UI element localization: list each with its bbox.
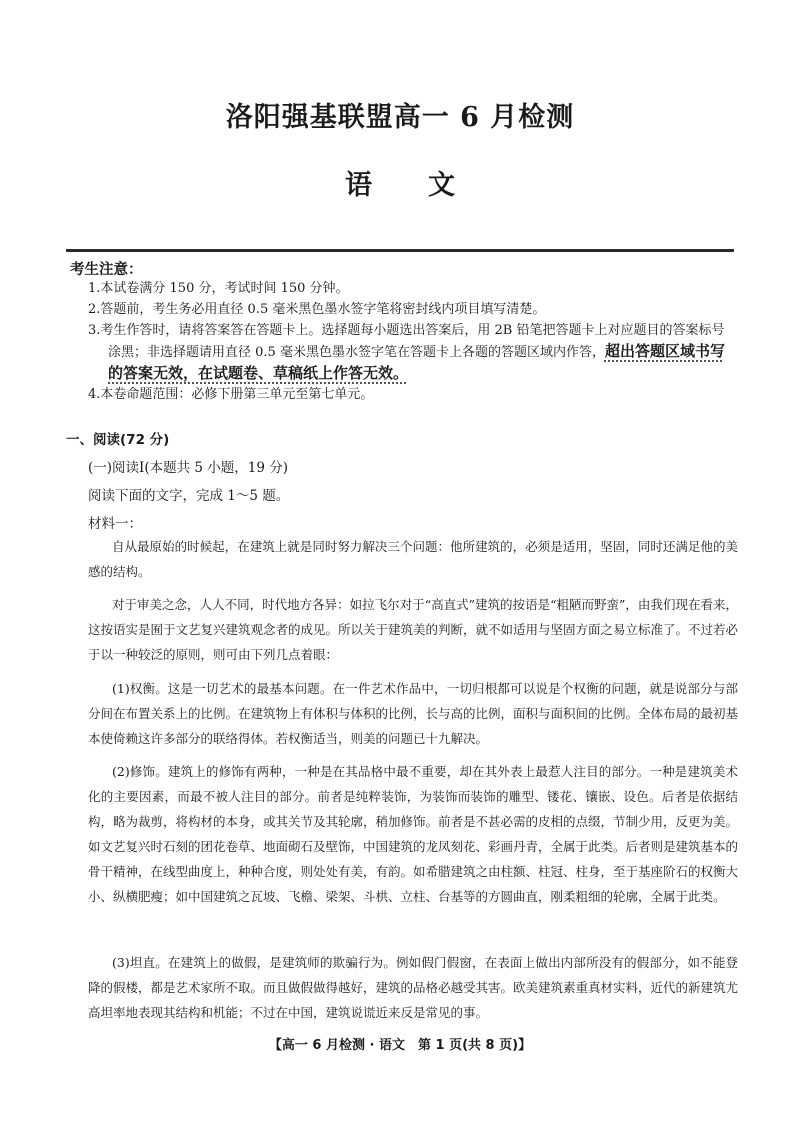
- notice-item-3: [88, 321, 738, 385]
- section-sub-heading: (一)阅读Ⅰ(本题共 5 小题，19 分): [88, 460, 289, 476]
- paragraph-3-text: (1)权衡。这是一切艺术的最基本问题。在一件艺术作品中，一切归根都可以说是个权衡的问题，就是说部分与部分间在布置关系上的比例。在建筑物上有体积与体积的比例，长与高的比例，面积与面积间的比例。全体布局的最初基本使倚赖这许多部分的联络得体。若权衡适当，则美的问题已十九解决。: [88, 681, 739, 746]
- notice-item-3-emphasis-b: 的答案无效，在试题卷、草稿纸上作答无效。: [108, 364, 409, 382]
- paragraph-3: [88, 676, 738, 751]
- header-divider: [66, 249, 734, 252]
- notice-item-4: 4.本卷命题范围：必修下册第三单元至第七单元。: [88, 387, 374, 402]
- section-part-heading: 一、阅读(72 分): [66, 432, 170, 448]
- notice-item-3-line-1: 3.考生作答时，请将答案答在答题卡上。选择题每小题选出答案后，用 2B 铅笔把答题卡上对应题目的答案标号: [88, 323, 725, 338]
- material-label: 材料一：: [88, 516, 142, 532]
- notice-item-3-line-2-text: 涂黑；非选择题请用直径 0.5 毫米黑色墨水签字笔在答题卡上各题的答题区域内作答，: [108, 345, 605, 360]
- notice-heading: 考生注意：: [70, 262, 143, 278]
- paragraph-2-text: 对于审美之念，人人不同，时代地方各异：如拉飞尔对于“高直式”建筑的按语是“粗陋而野蛮”，由我们现在看来，这按语实是囿于文艺复兴建筑观念者的成见。所以关于建筑美的判断，就不如适用与坚固方面之易立标准了。不过若必于以一种较泛的原则，则可由下列几点着眼：: [88, 597, 739, 662]
- section-instruction: 阅读下面的文字，完成 1～5 题。: [88, 488, 290, 504]
- notice-item-2: 2.答题前，考生务必用直径 0.5 毫米黑色墨水签字笔将密封线内项目填写清楚。: [88, 302, 546, 317]
- notice-item-3-line-2: [88, 341, 738, 363]
- paragraph-2: [88, 592, 738, 667]
- subject-char-1: 语: [345, 170, 372, 201]
- paragraph-5: [88, 950, 738, 1025]
- notice-item-3-line-3: [88, 363, 738, 385]
- subject-char-2: 文: [428, 170, 455, 201]
- paragraph-4: [88, 759, 738, 909]
- paragraph-1: [88, 534, 738, 584]
- notice-item-1: 1.本试卷满分 150 分，考试时间 150 分钟。: [88, 281, 349, 296]
- subject-title: [0, 163, 800, 202]
- paragraph-4-text: (2)修饰。建筑上的修饰有两种，一种是在其品格中最不重要，却在其外表上最惹人注目的部分。一种是建筑美术化的主要因素，而最不被人注目的部分。前者是纯粹装饰，为装饰而装饰的雕型、镂花、镶嵌、设色。后者是依据结构，略为裁剪，将构材的本身，或其关节及其轮廓，稍加修饰。前者是不甚必需的皮相的点缀，节制少用，反更为美。如文艺复兴时石刻的团花卷草、地面砌石及壁饰，中国建筑的龙凤刻花、彩画丹青，全属于此类。后者则是建筑基本的骨干精神，在线型曲度上，种种合度，则处处有美，有韵。如希腊建筑之由柱额、柱冠、柱身，至于基座阶石的权衡大小、纵横肥瘦；如中国建筑之瓦坡、飞檐、梁架、斗栱、立柱、台基等的方圆曲直，刚柔粗细的轮廓，全属于此类。: [88, 764, 739, 904]
- notice-item-3-emphasis-a: 超出答题区域书写: [604, 342, 725, 360]
- exam-title: 洛阳强基联盟高一 6 月检测: [225, 102, 575, 133]
- paragraph-1-text: 自从最原始的时候起，在建筑上就是同时努力解决三个问题：他所建筑的，必须是适用，坚固，同时还满足他的美感的结构。: [88, 539, 738, 579]
- paragraph-5-text: (3)坦直。在建筑上的做假，是建筑师的欺骗行为。例如假门假窗，在表面上做出内部所没有的假部分，如不能登降的假楼，都是艺术家所不取。而且做假做得越好，建筑的品格必越受其害。欧美建筑素重真材实料，近代的新建筑尤高坦率地表现其结构和机能；不过在中国，建筑说谎近来反是常见的事。: [88, 955, 739, 1020]
- page-footer: 【高一 6 月检测 · 语文 第 1 页(共 8 页)】: [268, 1038, 532, 1053]
